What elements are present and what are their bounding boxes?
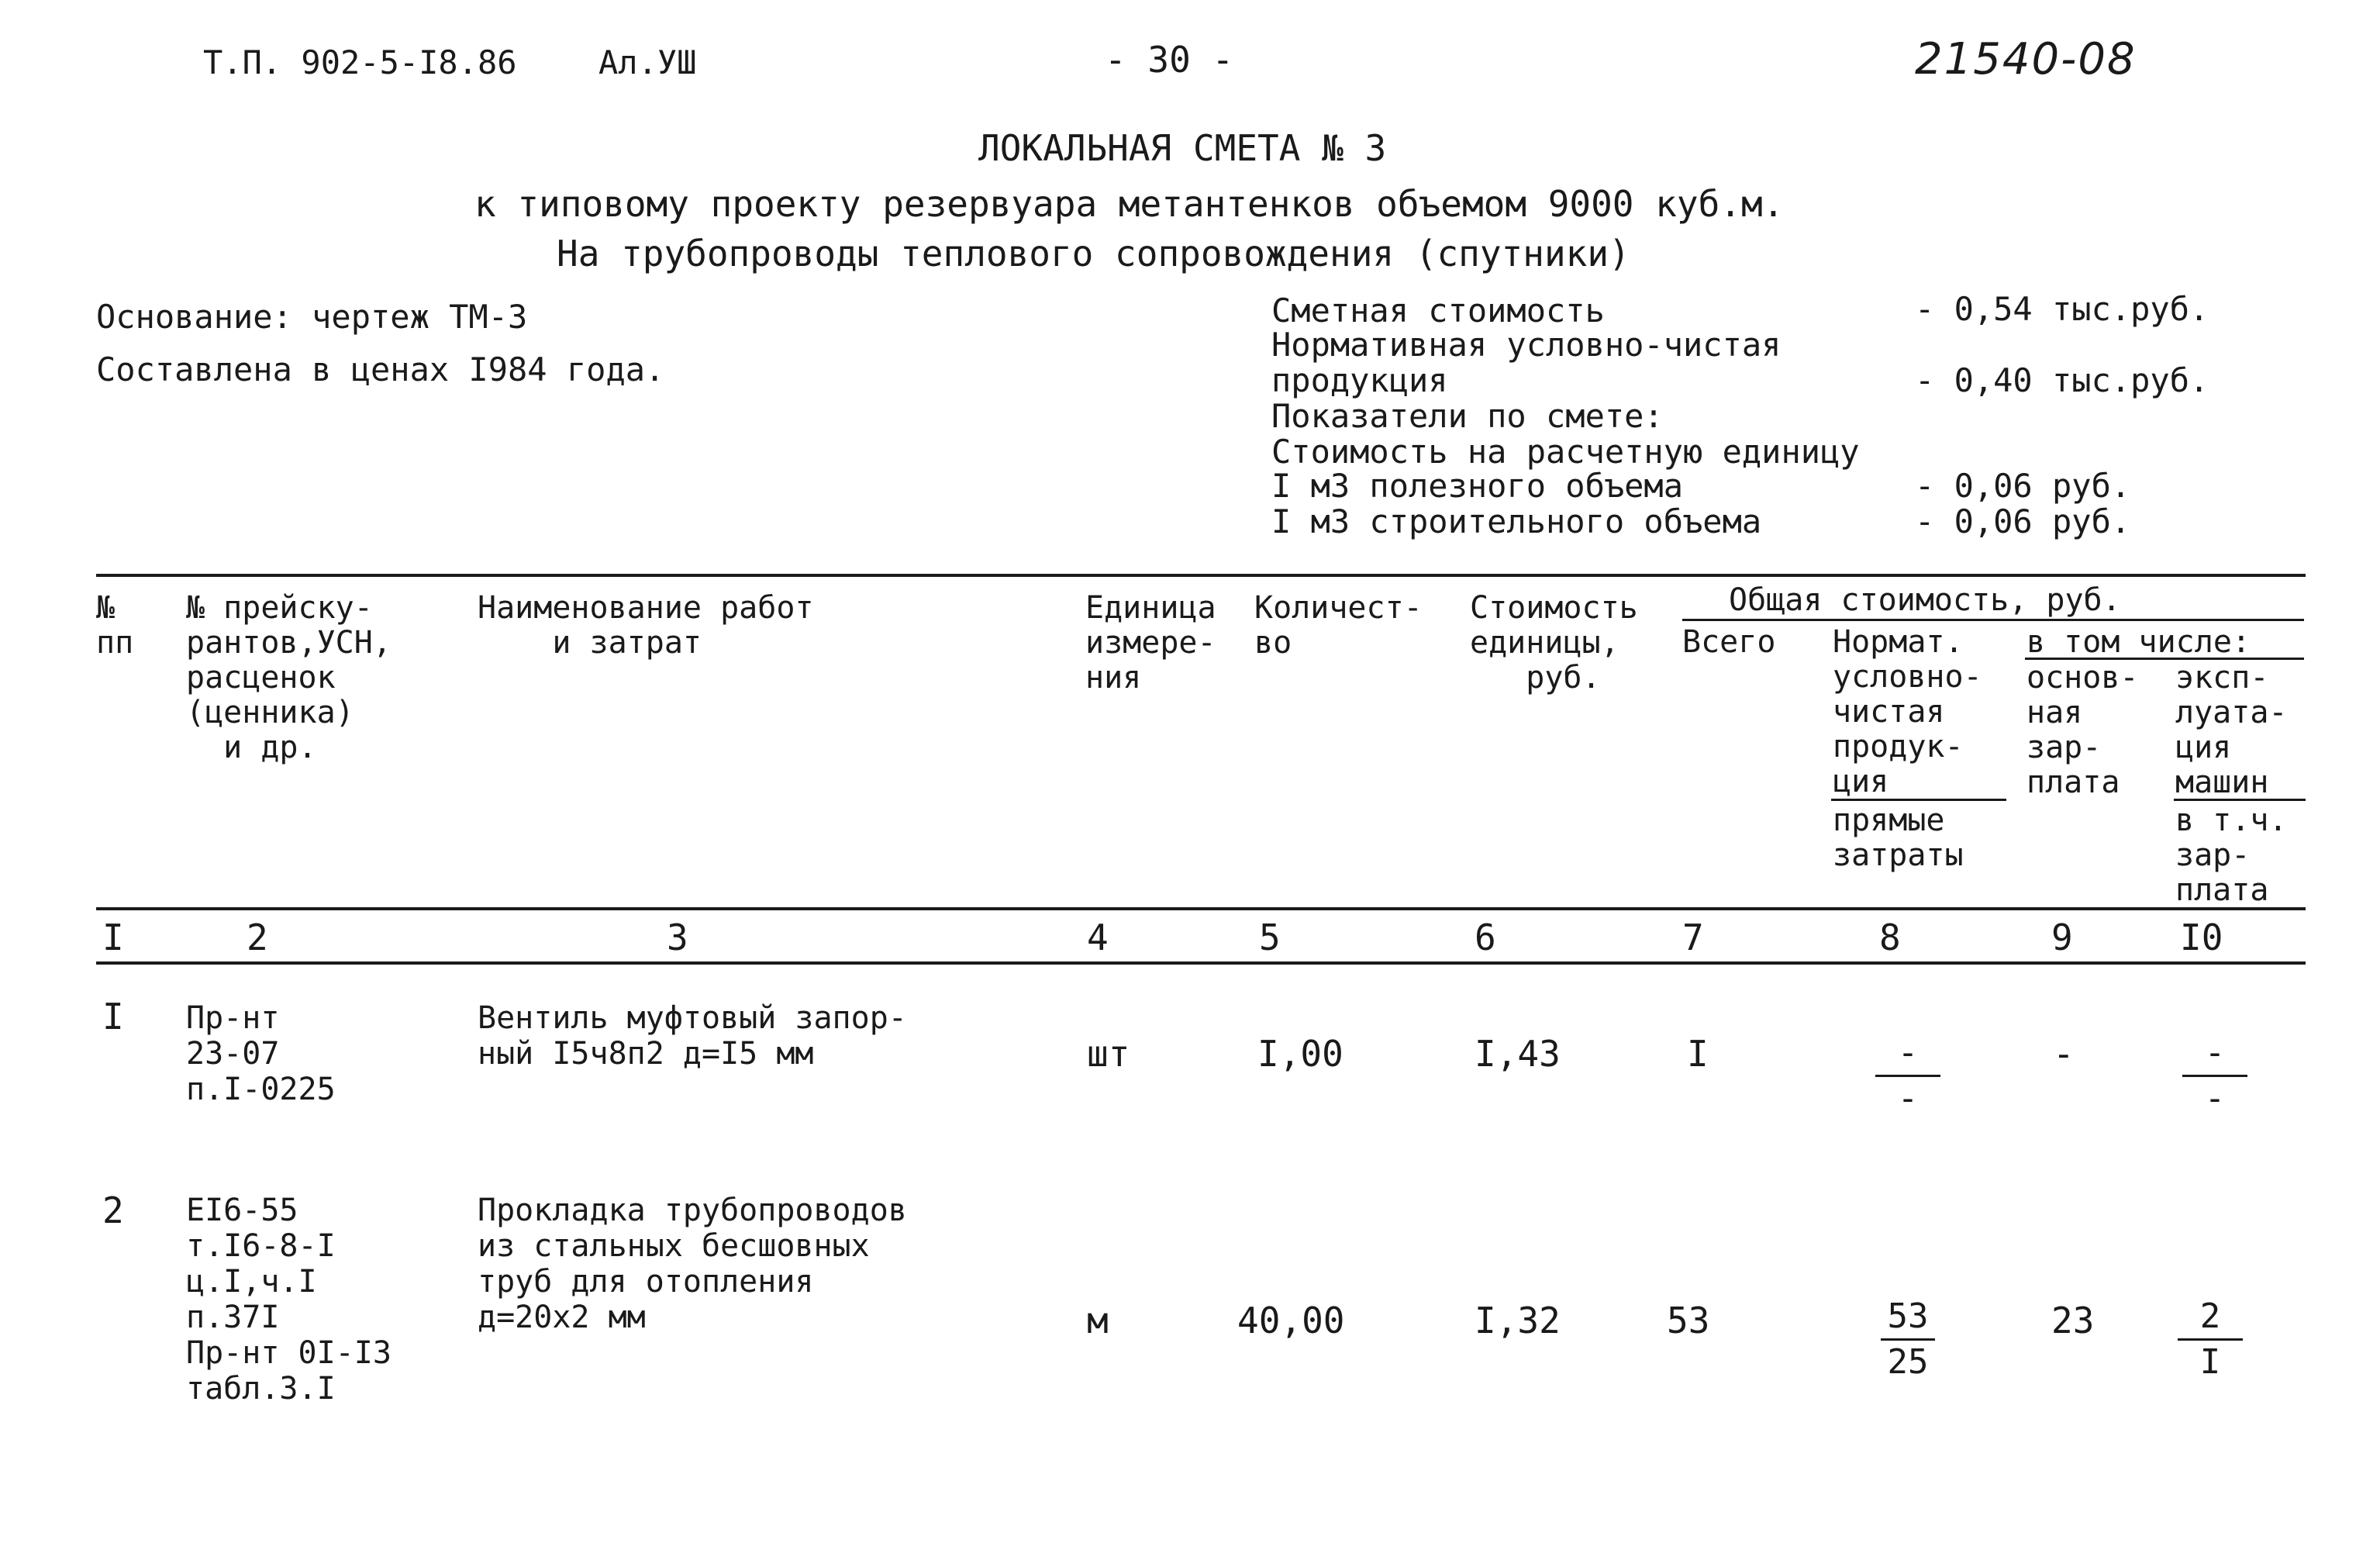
header-direct-costs: прямые затраты: [1833, 803, 1964, 873]
estimate-title: ЛОКАЛЬНАЯ СМЕТА № 3: [978, 127, 1387, 169]
row1-work-name: Вентиль муфтовый запор- ный I5ч8п2 д=I5 мм: [478, 1000, 907, 1072]
row1-number: I: [102, 996, 124, 1037]
header-normative-net: Нормат. условно- чистая продук- ция: [1833, 624, 1982, 799]
row1-price-code: Пр-нт 23-07 п.I-0225: [186, 1000, 336, 1107]
estimate-subtitle: к типовому проекту резервуара метантенков объемом 9000 куб.м.: [474, 183, 1785, 225]
col-number-2: 2: [247, 917, 268, 958]
header-machine-salary: в т.ч. зар- плата: [2175, 803, 2288, 908]
row2-normative-top: 53: [1887, 1296, 1929, 1336]
row2-machine-bottom: I: [2199, 1342, 2221, 1382]
indicators-label: Показатели по смете:: [1271, 397, 1664, 435]
doc-code: Т.П. 902-5-I8.86: [203, 43, 517, 81]
row1-unit: шт: [1087, 1033, 1130, 1075]
row2-number: 2: [102, 1189, 124, 1231]
page-number: - 30 -: [1105, 39, 1234, 81]
row2-machine-top: 2: [2199, 1296, 2221, 1336]
estimate-scope: На трубопроводы теплового сопровождения (спутники): [557, 233, 1630, 274]
col-number-4: 4: [1087, 917, 1109, 958]
useful-volume-value: - 0,06 руб.: [1915, 467, 2131, 505]
table-top-rule: [96, 574, 2306, 577]
row2-unit: м: [1087, 1300, 1109, 1341]
row2-quantity: 40,00: [1237, 1300, 1345, 1341]
basis-prices: Составлена в ценах I984 года.: [96, 350, 665, 388]
row2-work-name: Прокладка трубопроводов из стальных бесшовных труб для отопления д=20х2 мм: [478, 1193, 907, 1335]
col-numbers-rule: [96, 961, 2306, 965]
useful-volume-label: I м3 полезного объема: [1271, 467, 1684, 505]
col-number-1: I: [102, 917, 124, 958]
row1-machine-bar: [2182, 1075, 2247, 1077]
col-number-7: 7: [1682, 917, 1704, 958]
row2-normative-bottom: 25: [1887, 1342, 1929, 1382]
row1-base-salary: -: [2053, 1033, 2075, 1075]
col-number-5: 5: [1259, 917, 1281, 958]
header-unit: Единица измере- ния: [1085, 590, 1216, 696]
building-volume-label: I м3 строительного объема: [1271, 502, 1762, 540]
header-work-name: Наименование работ и затрат: [478, 590, 814, 661]
header-total-cost: Общая стоимость, руб.: [1729, 582, 2121, 618]
header-including: в том числе:: [2026, 624, 2251, 660]
row1-machine-fraction: [2180, 1033, 2250, 1118]
normative-label-2: продукция: [1271, 361, 1448, 399]
total-cost-rule: [1682, 619, 2304, 621]
row2-normative-fraction: [1873, 1296, 1943, 1382]
row2-normative-bar: [1881, 1338, 1935, 1341]
header-unit-cost: Стоимость единицы, руб.: [1470, 590, 1638, 696]
header-quantity: Количест- во: [1254, 590, 1423, 661]
unit-cost-label: Стоимость на расчетную единицу: [1271, 433, 1860, 471]
col-number-9: 9: [2051, 917, 2073, 958]
row2-machine-bar: [2178, 1338, 2243, 1341]
row1-normative-bottom: -: [1897, 1079, 1919, 1118]
col-number-6: 6: [1475, 917, 1496, 958]
row1-normative-bar: [1875, 1075, 1940, 1077]
row2-machine-fraction: [2175, 1296, 2245, 1382]
header-row-number: № пп: [96, 590, 134, 661]
handwritten-number: 21540-08: [1915, 34, 2137, 85]
row2-total: 53: [1667, 1300, 1710, 1341]
col-number-8: 8: [1879, 917, 1901, 958]
estimated-cost-value: - 0,54 тыс.руб.: [1915, 290, 2209, 328]
album-number: Ал.УШ: [598, 43, 697, 81]
header-machine-operation: эксп- луата- ция машин: [2175, 660, 2288, 800]
normative-label-1: Нормативная условно-чистая: [1271, 326, 1782, 364]
row1-quantity: I,00: [1257, 1033, 1343, 1075]
row1-machine-top: -: [2204, 1033, 2226, 1072]
building-volume-value: - 0,06 руб.: [1915, 502, 2131, 540]
header-price-code: № прейску- рантов,УСН, расценок (ценника) и др.: [186, 590, 391, 765]
row2-unit-cost: I,32: [1475, 1300, 1561, 1341]
basis-drawing: Основание: чертеж ТМ-3: [96, 298, 528, 336]
row2-base-salary: 23: [2051, 1300, 2095, 1341]
normative-value: - 0,40 тыс.руб.: [1915, 361, 2209, 399]
header-bottom-rule: [96, 907, 2306, 910]
col-number-10: I0: [2180, 917, 2223, 958]
row1-unit-cost: I,43: [1475, 1033, 1561, 1075]
col-number-3: 3: [667, 917, 688, 958]
row2-price-code: EI6-55 т.I6-8-I ц.I,ч.I п.37I Пр-нт 0I-I3 табл.3.I: [186, 1193, 391, 1407]
row1-machine-bottom: -: [2204, 1079, 2226, 1118]
header-base-salary: основ- ная зар- плата: [2026, 660, 2139, 800]
row1-total: I: [1687, 1033, 1709, 1075]
header-total: Всего: [1682, 624, 1776, 660]
row1-normative-top: -: [1897, 1033, 1919, 1072]
row1-normative-fraction: [1873, 1033, 1943, 1118]
estimated-cost-label: Сметная стоимость: [1271, 292, 1605, 330]
